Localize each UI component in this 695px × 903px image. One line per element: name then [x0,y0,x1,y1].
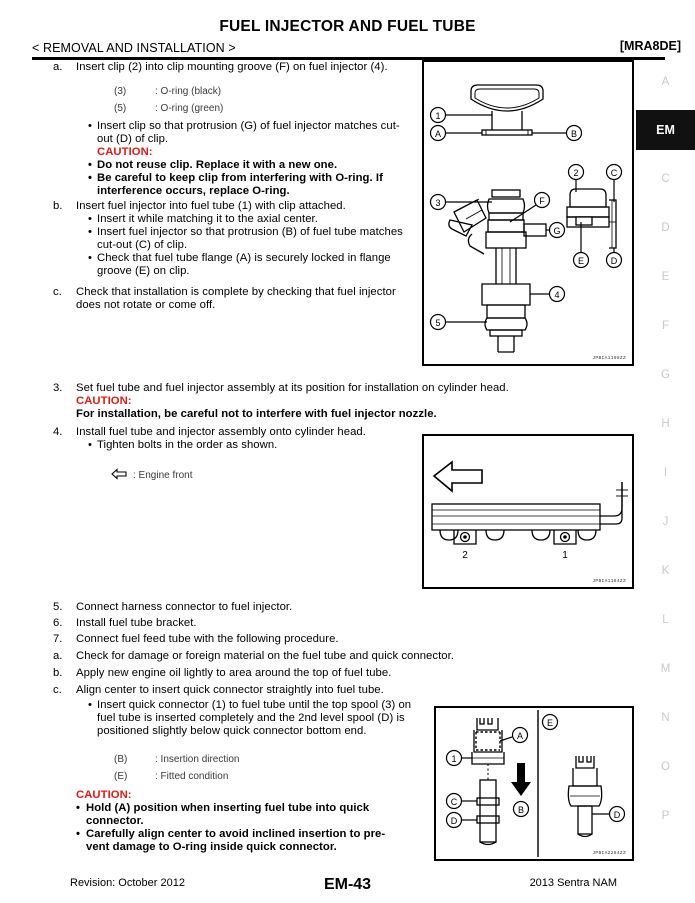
step-7-caution-bullet1-line2: connector. [86,815,144,827]
svg-text:D: D [450,816,458,826]
step-b-bullet3-line1: Check that fuel tube flange (A) is securely locked in flange [97,252,391,264]
step-5-text: Connect harness connector to fuel injector. [76,601,293,613]
step-a-bullet1-line2: out (D) of clip. [97,133,169,145]
step-b-text: Insert fuel injector into fuel tube (1) with clip attached. [76,200,346,212]
step-4-bullet1: Tighten bolts in the order as shown. [97,439,278,451]
index-tab-p[interactable]: P [661,810,670,822]
svg-text:2: 2 [573,168,579,178]
legend-3-value: : O-ring (black) [155,86,222,97]
step-a-bullet1-line1: Insert clip so that protrusion (G) of fuel injector matches cut- [97,120,400,132]
step-b-bullet3-line2: groove (E) on clip. [97,265,190,277]
step-marker-7a: a. [53,650,63,662]
engine-front-arrow-icon [111,468,127,482]
step-c-text-line2: does not rotate or come off. [76,299,216,311]
step-b-bullet2-line2: cut-out (C) of clip. [97,239,188,251]
index-tab-g[interactable]: G [661,369,670,381]
step-marker-6: 6. [53,617,63,629]
step-marker-c: c. [53,286,62,298]
svg-text:G: G [553,226,561,236]
callout-1 [447,751,473,766]
bullet-icon: • [76,802,80,814]
step-7b-text: Apply new engine oil lightly to area around the top of fuel tube. [76,667,392,679]
index-tab-f[interactable]: F [661,320,670,332]
svg-text:3: 3 [435,198,441,208]
index-tab-h[interactable]: H [661,418,670,430]
step-4-text: Install fuel tube and injector assembly onto cylinder head. [76,426,366,438]
step-marker-3: 3. [53,382,63,394]
index-tab-j[interactable]: J [662,516,669,528]
bullet-icon: • [88,120,92,132]
index-tab-d[interactable]: D [661,222,670,234]
index-tab-l[interactable]: L [662,614,669,626]
index-tab-a[interactable]: A [661,76,670,88]
legend-b-key: (B) [114,754,128,765]
engine-front-legend: : Engine front [133,470,193,481]
index-tab-n[interactable]: N [661,712,670,724]
footer-page-number: EM-43 [323,876,372,893]
left-arrow-icon [111,468,127,480]
bullet-icon: • [88,172,92,184]
index-tab-i[interactable]: I [663,467,668,479]
index-tab-rail [636,62,695,852]
bullet-icon: • [88,159,92,171]
step-b-bullet1: Insert it while matching it to the axial center. [97,213,318,225]
legend-e-value: : Fitted condition [155,771,229,782]
insertion-arrow-icon [511,763,531,796]
figure-fuel-tube-bolt-order [422,434,634,589]
step-marker-7: 7. [53,633,63,645]
index-tab-c[interactable]: C [661,173,670,185]
figure-3-code: JPBIA2284ZZ [592,851,626,856]
step-marker-7b: b. [53,667,63,679]
index-tab-o[interactable]: O [661,761,670,773]
page-title: FUEL INJECTOR AND FUEL TUBE [219,18,476,35]
step-7-text: Connect fuel feed tube with the following procedure. [76,633,339,645]
svg-text:B: B [517,805,525,815]
step-c-text-line1: Check that installation is complete by checking that fuel injector [76,286,396,298]
step-a-caution-bullet1: Do not reuse clip. Replace it with a new one. [97,159,338,171]
bullet-icon: • [88,439,92,451]
legend-5-value: : O-ring (green) [155,103,224,114]
bullet-icon: • [88,213,92,225]
step-marker-7c: c. [53,684,62,696]
legend-b-value: : Insertion direction [155,754,240,765]
step-7-caution-bullet2-line1: Carefully align center to avoid inclined insertion to pre- [86,828,386,840]
caution-label-1: CAUTION: [97,146,153,158]
step-a-caution-bullet2-line2: interference occurs, replace O-ring. [97,185,290,197]
legend-5-key: (5) [114,103,127,114]
svg-text:E: E [546,718,554,728]
engine-code-badge: [MRA8DE] [619,39,681,53]
svg-text:A: A [516,731,524,741]
step-3-caution-text: For installation, be careful not to interfere with fuel injector nozzle. [76,408,437,420]
svg-text:A: A [434,129,442,139]
step-marker-5: 5. [53,601,63,613]
svg-text:D: D [613,810,621,820]
step-7a-text: Check for damage or foreign material on the fuel tube and quick connector. [76,650,454,662]
figure-quick-connector [434,706,634,861]
section-breadcrumb: < REMOVAL AND INSTALLATION > [32,41,236,55]
legend-3-key: (3) [114,86,127,97]
svg-text:F: F [539,196,545,206]
figure-3-drawing [436,708,632,859]
step-7c-bullet-line3: positioned slightly below quick connector bottom end. [97,725,367,737]
step-a-caution-bullet2-line1: Be careful to keep clip from interfering with O-ring. If [97,172,383,184]
bullet-icon: • [88,252,92,264]
step-7-caution-bullet2-line2: vent damage to O-ring inside quick connector. [86,841,337,853]
step-marker-a: a. [53,61,63,73]
step-7c-bullet-line1: Insert quick connector (1) to fuel tube until the top spool (3) on [97,699,412,711]
step-7-caution-bullet1-line1: Hold (A) position when inserting fuel tube into quick [86,802,370,814]
figure-2-drawing [424,436,632,587]
figure-1-code: JPBIA1198ZZ [592,356,626,361]
svg-text:1: 1 [451,754,457,764]
step-7c-text: Align center to insert quick connector straightly into fuel tube. [76,684,384,696]
step-marker-4: 4. [53,426,63,438]
footer-model: 2013 Sentra NAM [529,877,617,889]
caution-label-3: CAUTION: [76,789,132,801]
svg-text:C: C [610,168,618,178]
step-marker-b: b. [53,200,63,212]
svg-text:4: 4 [554,290,560,300]
engine-front-arrow-icon [434,462,482,491]
footer-revision: Revision: October 2012 [70,877,185,889]
index-tab-k[interactable]: K [661,565,670,577]
index-tab-e[interactable]: E [661,271,670,283]
index-tab-em[interactable]: EM [636,110,695,150]
callout-a [500,728,528,743]
svg-text:E: E [577,256,585,266]
step-3-text: Set fuel tube and fuel injector assembly at its position for installation on cylinder head. [76,382,509,394]
step-b-bullet2-line1: Insert fuel injector so that protrusion (B) of fuel tube matches [97,226,403,238]
bullet-icon: • [88,699,92,711]
bolt-order-1: 1 [562,550,568,561]
figure-fuel-injector-clip [422,60,634,366]
bolt-order-2: 2 [462,550,468,561]
bullet-icon: • [88,226,92,238]
svg-text:B: B [570,129,578,139]
figure-2-code: JPBIA1184ZZ [592,579,626,584]
svg-text:5: 5 [435,318,441,328]
step-7c-bullet-line2: fuel tube is inserted completely and the 2nd level spool (D) is [97,712,405,724]
svg-text:C: C [450,797,458,807]
figure-1-drawing [424,62,632,364]
legend-e-key: (E) [114,771,128,782]
caution-label-2: CAUTION: [76,395,132,407]
svg-text:D: D [610,256,618,266]
step-6-text: Install fuel tube bracket. [76,617,197,629]
step-a-text: Insert clip (2) into clip mounting groove (F) on fuel injector (4). [76,61,388,73]
svg-text:1: 1 [435,111,441,121]
bullet-icon: • [76,828,80,840]
index-tab-m[interactable]: M [660,663,671,675]
